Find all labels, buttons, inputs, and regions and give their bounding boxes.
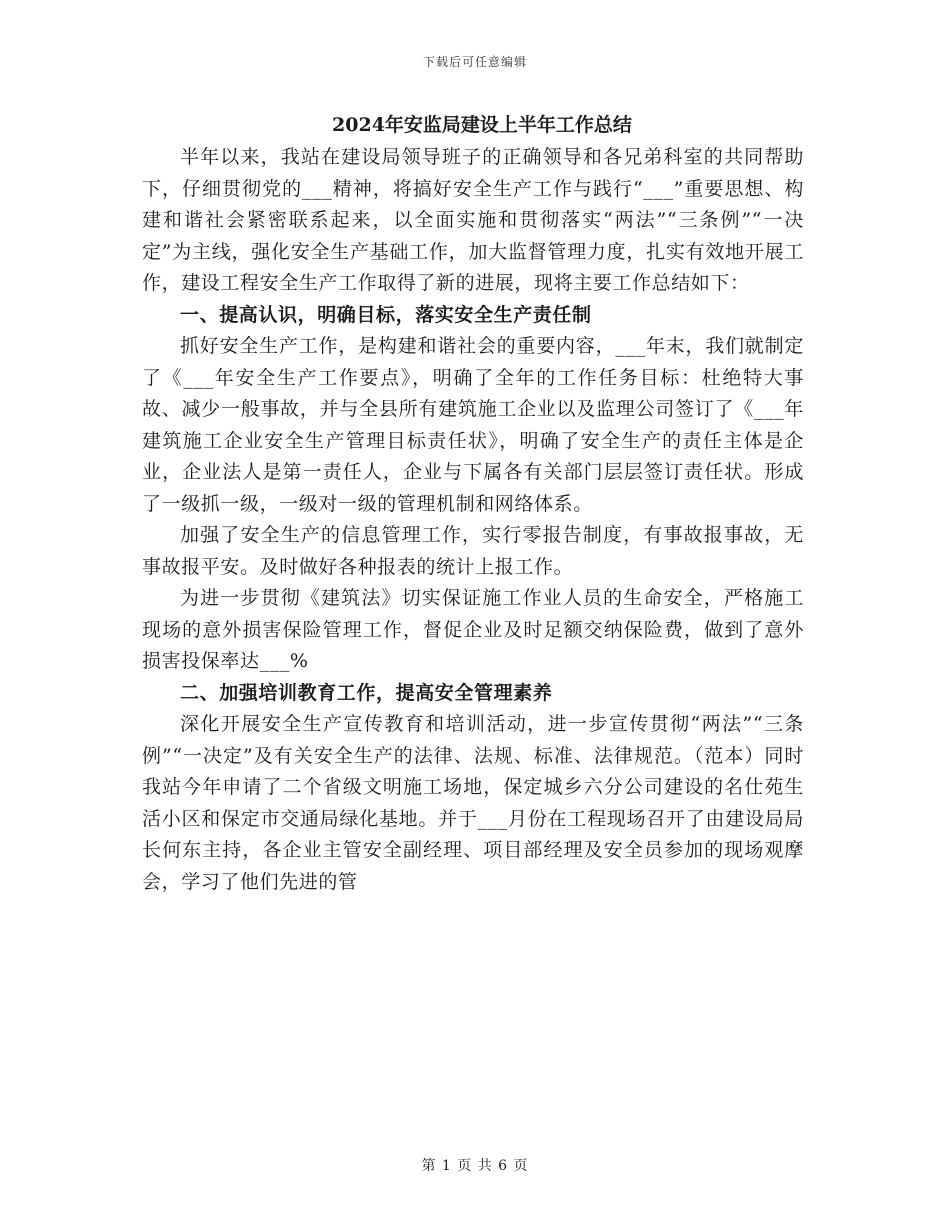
page-number-footer: 第 1 页 共 6 页 — [421, 1158, 529, 1174]
paragraph-intro: 半年以来，我站在建设局领导班子的正确领导和各兄弟科室的共同帮助下，仔细贯彻党的___精神，将搞好安全生产工作与践行“___”重要思想、构建和谐社会紧密联系起来，以全面实施和贯彻落实“两法”“三条例”“一决定”为主线，强化安全生产基础工作，加大监督管理力度，扎实有效地开展工作，建设工程安全生产工作取得了新的进展，现将主要工作总结如下： — [142, 146, 804, 294]
document-body — [142, 110, 804, 898]
page-header-note: 下载后可任意编辑 — [422, 55, 527, 69]
paragraph-training: 深化开展安全生产宣传教育和培训活动，进一步宣传贯彻“两法”“三条例”“一决定”及有关安全生产的法律、法规、标准、法律规范。（范本）同时我站今年申请了二个省级文明施工场地，保定城乡六分公司建设的名仕苑生活小区和保定市交通局绿化基地。并于___月份在工程现场召开了由建设局局长何东主持，各企业主管安全副经理、项目部经理及安全员参加的现场观摩会，学习了他们先进的管 — [142, 713, 804, 893]
paragraph-insurance: 为进一步贯彻《建筑法》切实保证施工作业人员的生命安全，严格施工现场的意外损害保险管理工作，督促企业及时足额交纳保险费，做到了意外损害投保率达___% — [142, 587, 804, 672]
section-heading-2: 二、加强培训教育工作，提高安全管理素养 — [180, 681, 553, 704]
document-title: 2024年安监局建设上半年工作总结 — [332, 114, 632, 136]
section-heading-1: 一、提高认识，明确目标，落实安全生产责任制 — [180, 303, 592, 326]
paragraph-responsibility: 抓好安全生产工作，是构建和谐社会的重要内容，___年末，我们就制定了《___年安全生产工作要点》，明确了全年的工作任务目标：杜绝特大事故、减少一般事故，并与全县所有建筑施工企业以及监理公司签订了《___年建筑施工企业安全生产管理目标责任状》，明确了安全生产的责任主体是企业，企业法人是第一责任人，企业与下属各有关部门层层签订责任状。形成了一级抓一级，一级对一级的管理机制和网络体系。 — [142, 335, 804, 515]
paragraph-information-management: 加强了安全生产的信息管理工作，实行零报告制度，有事故报事故，无事故报平安。及时做好各种报表的统计上报工作。 — [142, 524, 804, 578]
